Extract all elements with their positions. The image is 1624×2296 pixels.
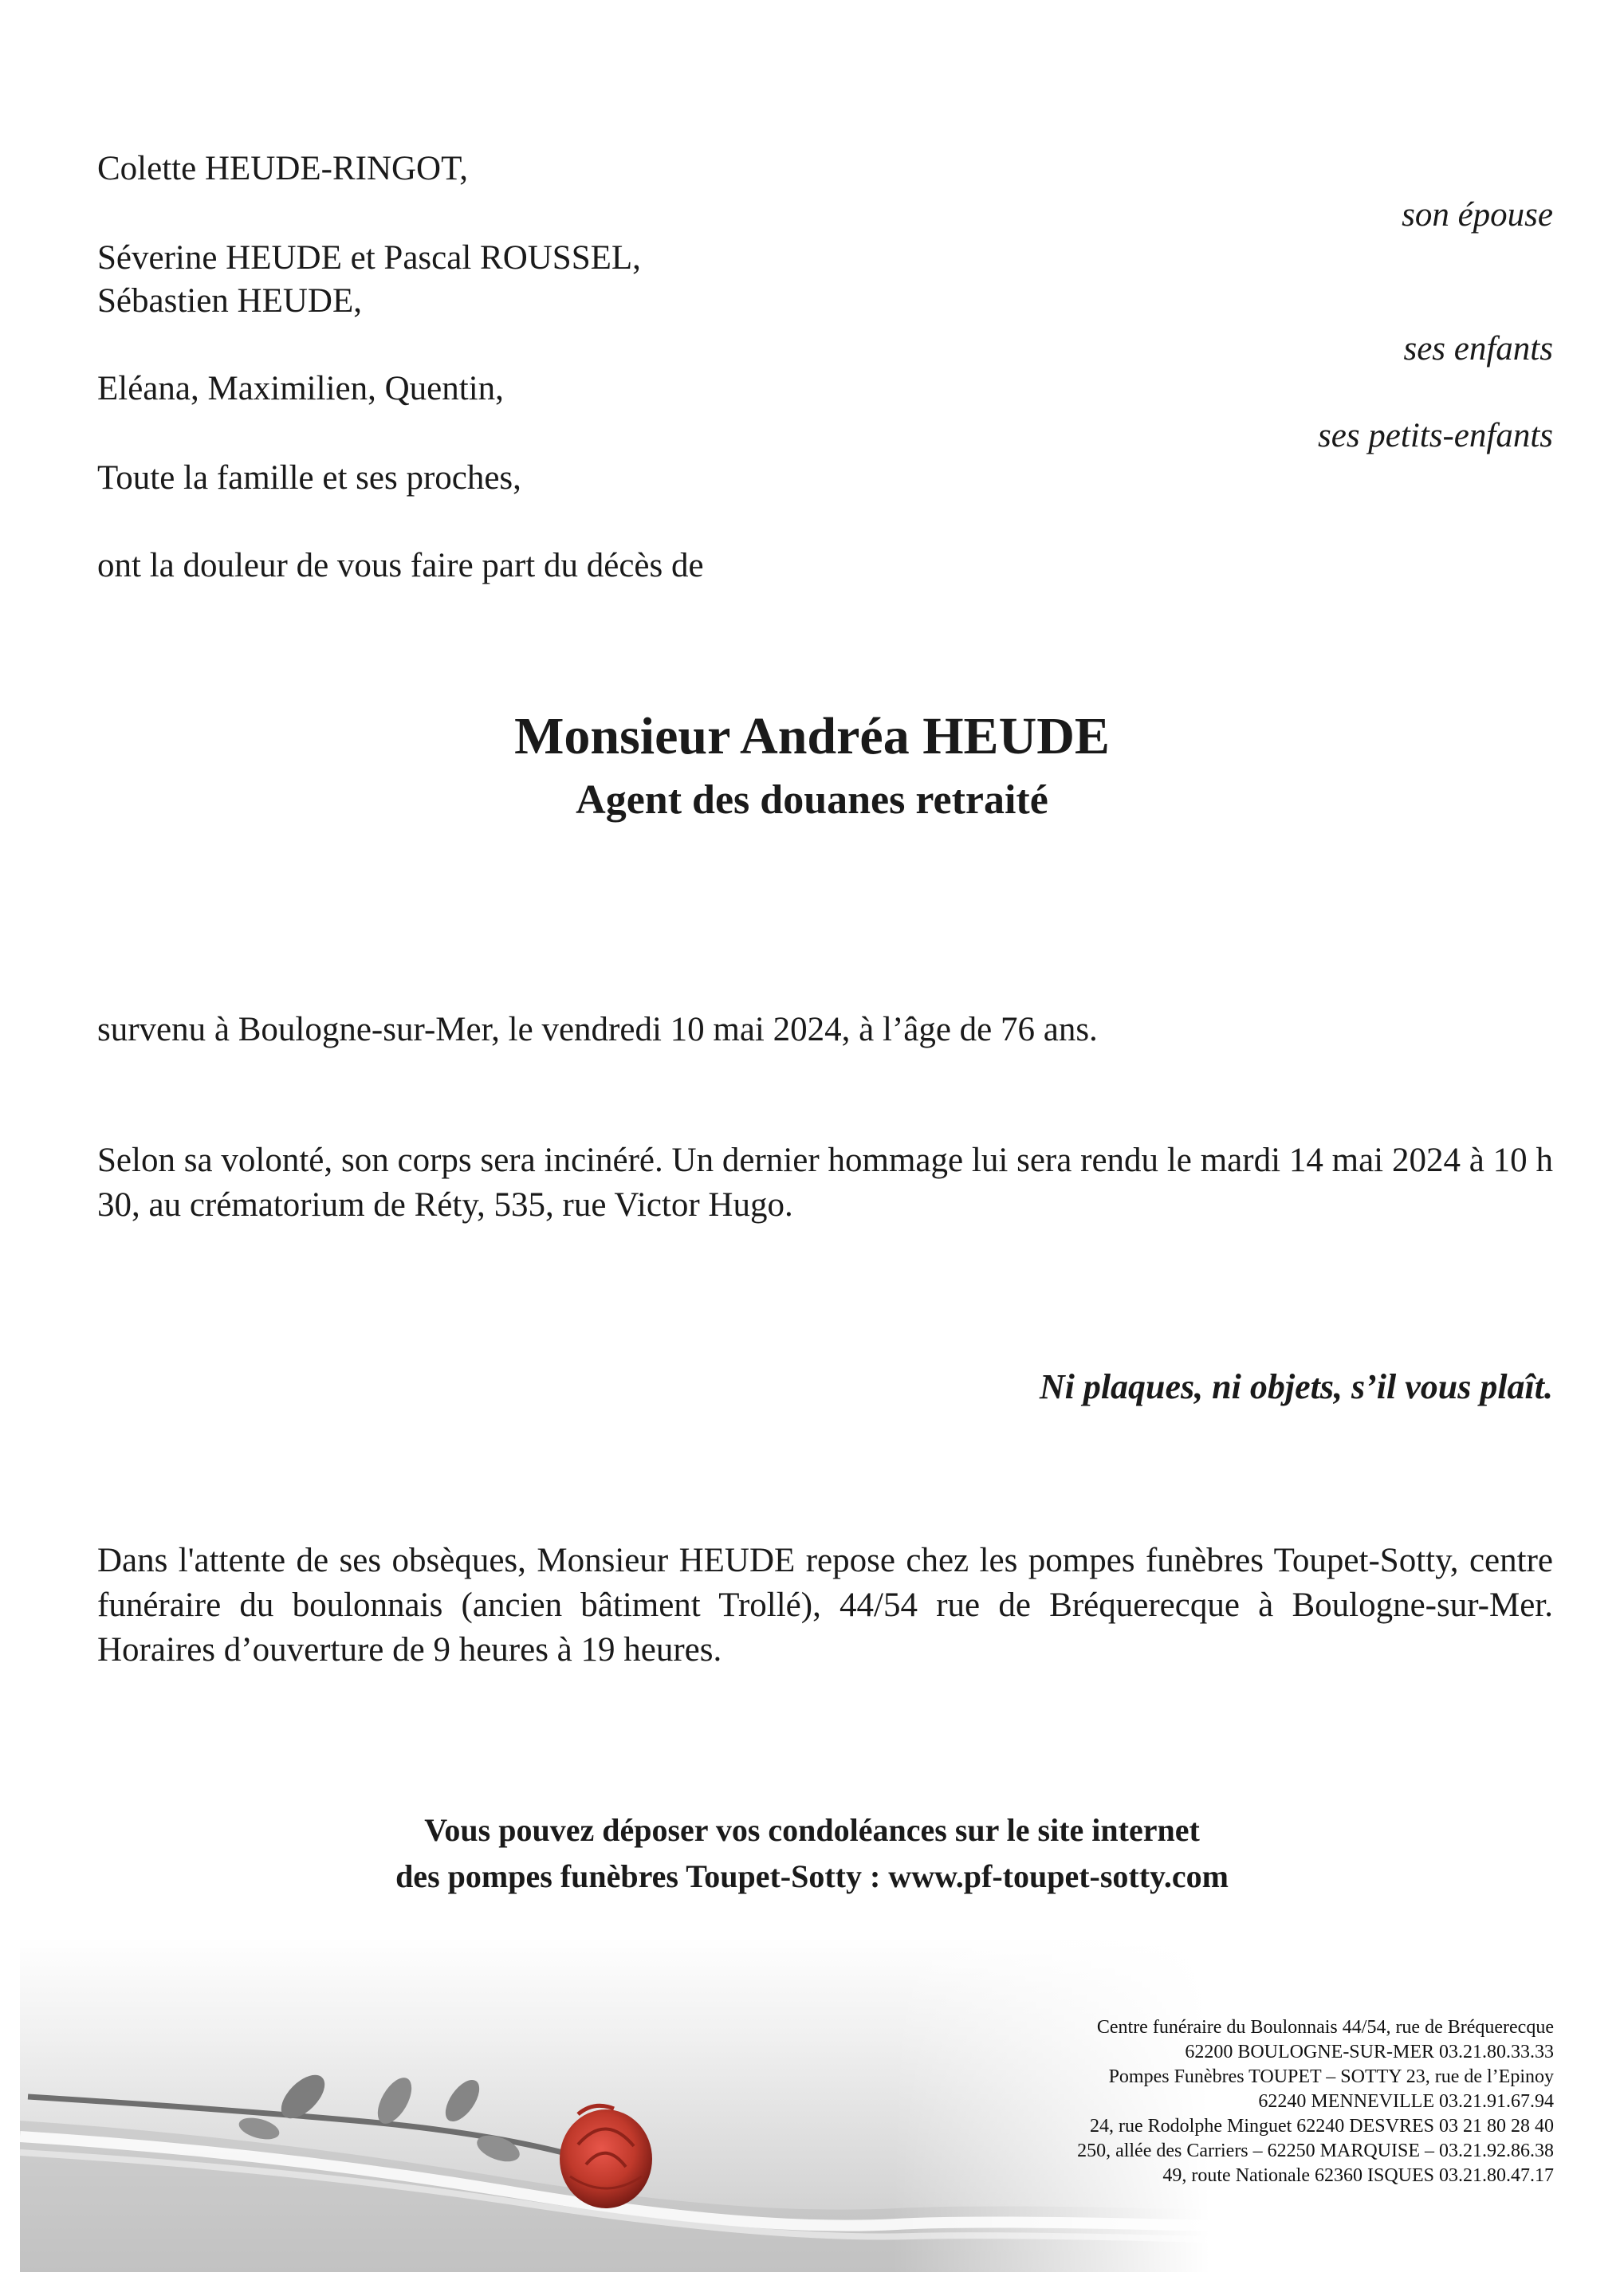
contact-line: 24, rue Rodolphe Minguet 62240 DESVRES 03 21 80 28 40 [1090,2116,1554,2137]
condolences-line-1: Vous pouvez déposer vos condoléances sur le site internet [424,1812,1200,1848]
children-line-1: Séverine HEUDE et Pascal ROUSSEL, [97,239,641,277]
children-relation: ses enfants [1403,330,1553,368]
contact-line: 49, route Nationale 62360 ISQUES 03.21.80.47.17 [1162,2165,1554,2186]
condolences-line-2: des pompes funèbres Toupet-Sotty : www.pf-toupet-sotty.com [395,1858,1229,1894]
deceased-name: Monsieur Andréa HEUDE [514,707,1110,765]
grandchildren-names: Eléana, Maximilien, Quentin, [97,370,504,407]
contact-line: 62240 MENNEVILLE 03.21.91.67.94 [1258,2091,1554,2112]
grandchildren-relation: ses petits-enfants [1318,417,1553,454]
contact-line: Centre funéraire du Boulonnais 44/54, rue de Bréquerecque [1096,2017,1554,2038]
death-info: survenu à Boulogne-sur-Mer, le vendredi 10 mai 2024, à l’âge de 76 ans. [97,1011,1098,1048]
flowers-request: Ni plaques, ni objets, s’il vous plaît. [1039,1367,1553,1406]
visitation-info: Dans l'attente de ses obsèques, Monsieur HEUDE repose chez les pompes funèbres Toupet-Sotty, centre funéraire du boulonnais (ancien bâtiment Trollé), 44/54 rue de Bréquerecque à Boulogne-sur-Mer. Horaires d’ouverture de 9 heures à 19 heures. [97,1542,1553,1669]
contact-line: 250, allée des Carriers – 62250 MARQUISE – 03.21.92.86.38 [1077,2141,1554,2161]
children-line-2: Sébastien HEUDE, [97,282,362,320]
spouse-name: Colette HEUDE-RINGOT, [97,150,468,187]
ceremony-info: Selon sa volonté, son corps sera incinéré. Un dernier hommage lui sera rendu le mardi 14 mai 2024 à 10 h 30, au crématorium de Réty, 535, rue Victor Hugo. [97,1142,1553,1224]
contact-line: Pompes Funèbres TOUPET – SOTTY 23, rue de l’Epinoy [1108,2066,1554,2087]
announcement: ont la douleur de vous faire part du décès de [97,547,704,584]
funeral-home-contacts [1077,2015,1554,2188]
contact-line: 62200 BOULOGNE-SUR-MER 03.21.80.33.33 [1185,2042,1554,2062]
deceased-occupation: Agent des douanes retraité [576,777,1048,823]
spouse-relation: son épouse [1402,196,1553,234]
family-line: Toute la famille et ses proches, [97,459,521,497]
